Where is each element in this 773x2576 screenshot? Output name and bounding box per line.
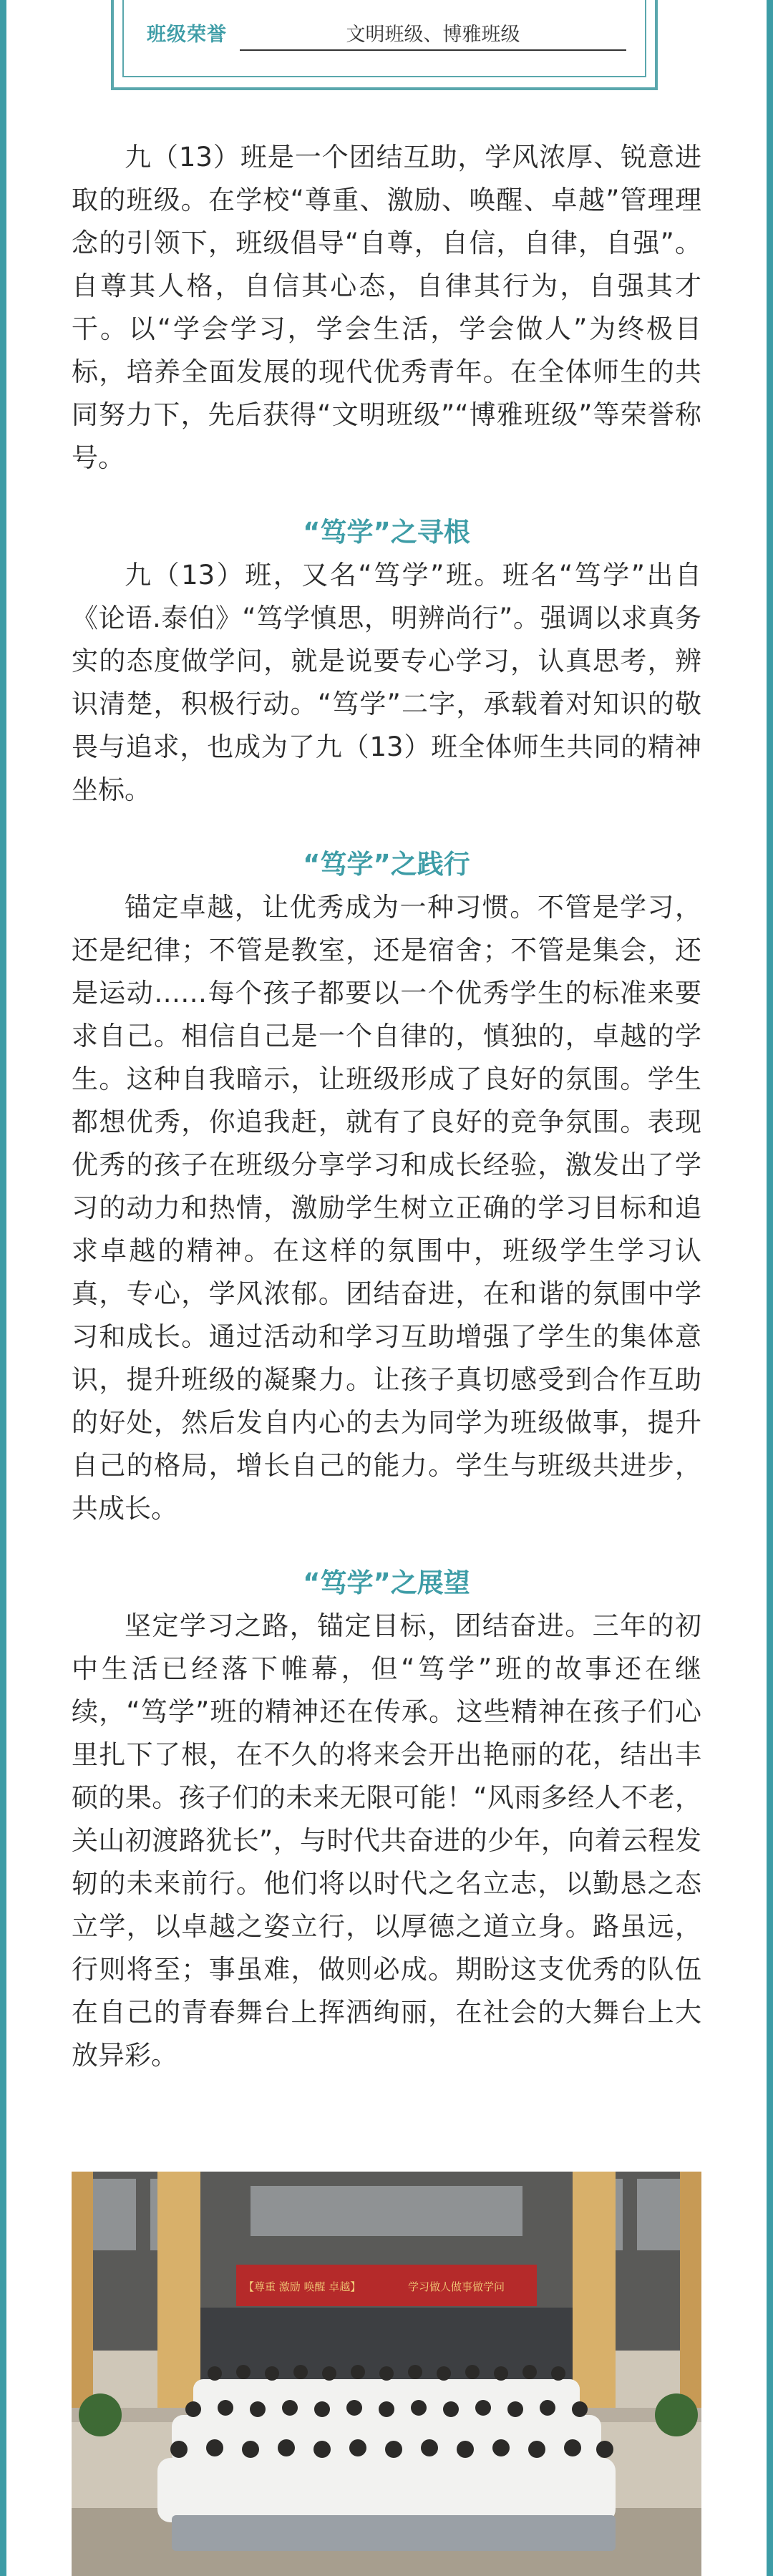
section-heading-outlook: “笃学”之展望: [303, 1568, 470, 1598]
class-honor-value: 文明班级、博雅班级: [240, 19, 626, 51]
class-honor-label: 班级荣誉: [147, 24, 227, 46]
section-body-practice: 锚定卓越，让优秀成为一种习惯。不管是学习，还是纪律；不管是教室，还是宿舍；不管是集会，还是运动……每个孩子都要以一个优秀学生的标准来要求自己。相信自己是一个自律的，慎独的，卓越的学生。这种自我暗示，让班级形成了良好的氛围。学生都想优秀，你追我赶，就有了良好的竞争氛围。表现优秀的孩子在班级分享学习和成长经验，激发出了学习的动力和热情，激励学生树立正确的学习目标和追求卓越的精神。在这样的氛围中，班级学生学习认真，专心，学风浓郁。团结奋进，在和谐的氛围中学习和成长。通过活动和学习互助增强了学生的集体意识，提升班级的凝聚力。让孩子真切感受到合作互助的好处，然后发自内心的去为同学为班级做事，提升自己的格局，增长自己的能力。学生与班级共进步，共成长。: [72, 892, 701, 1524]
article-body: [72, 136, 701, 2077]
left-frame-line: [0, 0, 6, 2576]
intro-paragraph: 九（13）班是一个团结互助，学风浓厚、锐意进取的班级。在学校“尊重、激励、唤醒、卓越”管理理念的引领下，班级倡导“自尊，自信，自律，自强”。自尊其人格，自信其心态，自律其行为，自强其才干。以“学会学习，学会生活，学会做人”为终极目标，培养全面发展的现代优秀青年。在全体师生的共同努力下，先后获得“文明班级”“博雅班级”等荣誉称号。: [72, 142, 701, 473]
section-heading-practice: “笃学”之践行: [303, 849, 470, 880]
class-group-photo-illustration: [72, 2172, 701, 2576]
section-body-outlook: 坚定学习之路，锚定目标，团结奋进。三年的初中生活已经落下帷幕，但“笃学”班的故事还在继续，“笃学”班的精神还在传承。这些精神在孩子们心里扎下了根，在不久的将来会开出艳丽的花，结出丰硕的果。孩子们的未来无限可能！“风雨多经人不老，关山初渡路犹长”，与时代共奋进的少年，向着云程发轫的未来前行。他们将以时代之名立志，以勤恳之态立学，以卓越之姿立行，以厚德之道立身。路虽远，行则将至；事虽难，做则必成。期盼这支优秀的队伍在自己的青春舞台上挥洒绚丽，在社会的大舞台上大放异彩。: [72, 1610, 701, 2071]
students-group: [157, 2365, 616, 2551]
class-group-photo: [72, 2172, 701, 2576]
right-frame-line: [767, 0, 773, 2576]
section-heading-roots: “笃学”之寻根: [303, 517, 470, 548]
banner-left-text: 【尊重 激励 唤醒 卓越】: [243, 2280, 361, 2293]
banner-right-text: 学习做人做事做学问: [408, 2280, 505, 2293]
section-body-roots: 九（13）班，又名“笃学”班。班名“笃学”出自《论语.泰伯》“笃学慎思，明辨尚行”。强调以求真务实的态度做学问，就是说要专心学习，认真思考，辨识清楚，积极行动。“笃学”二字，承载着对知识的敬畏与追求，也成为了九（13）班全体师生共同的精神坐标。: [72, 560, 701, 805]
